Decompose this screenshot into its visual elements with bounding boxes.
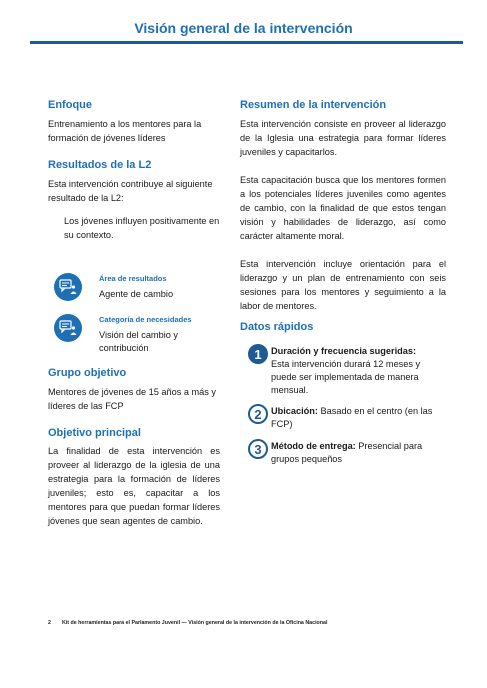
objetivo-text: La finalidad de esta intervención es proveer al liderazgo de la iglesia de una estrategia para la formación de líderes juveniles; esto es, capacitar a los mentores para que puedan formar líderes jóvenes que sean agentes de cambio. [48,446,220,526]
chat-people-icon [54,273,82,301]
grupo-text: Mentores de jóvenes de 15 años a más y líderes de las FCP [48,387,217,411]
resumen-section [240,98,446,313]
datos-section [240,320,446,334]
number-one-icon: 1 [248,344,268,364]
number-three-icon: 3 [248,439,268,459]
fact-duracion-label: Duración y frecuencia sugeridas: [271,346,417,356]
area-value: Agente de cambio [99,289,174,299]
resultados-quote: Los jóvenes influyen positivamente en su contexto. [64,216,220,240]
footer [48,619,348,628]
resultados-heading: Resultados de la L2 [48,159,152,171]
chat-people-icon [54,314,82,342]
resumen-heading: Resumen de la intervención [240,99,387,111]
enfoque-heading: Enfoque [48,99,92,111]
fact-ubicacion-label: Ubicación: [271,406,318,416]
area-label: Área de resultados [99,274,167,283]
number-two-icon: 2 [248,404,268,424]
resumen-p2: Esta capacitación busca que los mentores formen a los potenciales líderes juveniles como agentes de cambio, con la finalidad de que estos tengan visión y habilidades de liderazgo, así como carácter altamente moral. [240,175,446,241]
objetivo-section [48,426,220,528]
datos-heading: Datos rápidos [240,321,314,333]
page-number: 2 [48,620,51,626]
resultados-text: Esta intervención contribuye al siguiente resultado de la L2: [48,179,213,203]
categoria-label: Categoría de necesidades [99,315,192,324]
enfoque-section [48,98,220,145]
resultados-section [48,158,220,242]
fact-metodo-text: Presencial para grupos pequeños [271,441,423,464]
resumen-p1: Esta intervención consiste en proveer al liderazgo de la Iglesia una estrategia para formar líderes juveniles y capacitarlos. [240,119,446,157]
grupo-heading: Grupo objetivo [48,367,127,379]
resumen-p3: Esta intervención incluye orientación para el liderazgo y un plan de entrenamiento con seis sesiones para los mentores y seguimiento a la labor de mentores. [240,259,446,311]
footer-text: Kit de herramientas para el Parlamento Juvenil — Visión general de la intervención de la Oficina Nacional [62,620,328,626]
fact-duracion-text: Esta intervención durará 12 meses y puede ser implementada de manera mensual. [271,359,421,395]
enfoque-text: Entrenamiento a los mentores para la formación de jóvenes líderes [48,119,202,143]
grupo-section [48,366,220,413]
objetivo-heading: Objetivo principal [48,427,141,439]
page-title: Visión general de la intervención [134,20,353,36]
fact-metodo-label: Método de entrega: [271,441,356,451]
title-rule [30,41,463,44]
categoria-value: Visión del cambio y contribución [99,330,178,353]
fact-ubicacion-text: Basado en el centro (en las FCP) [271,406,433,429]
